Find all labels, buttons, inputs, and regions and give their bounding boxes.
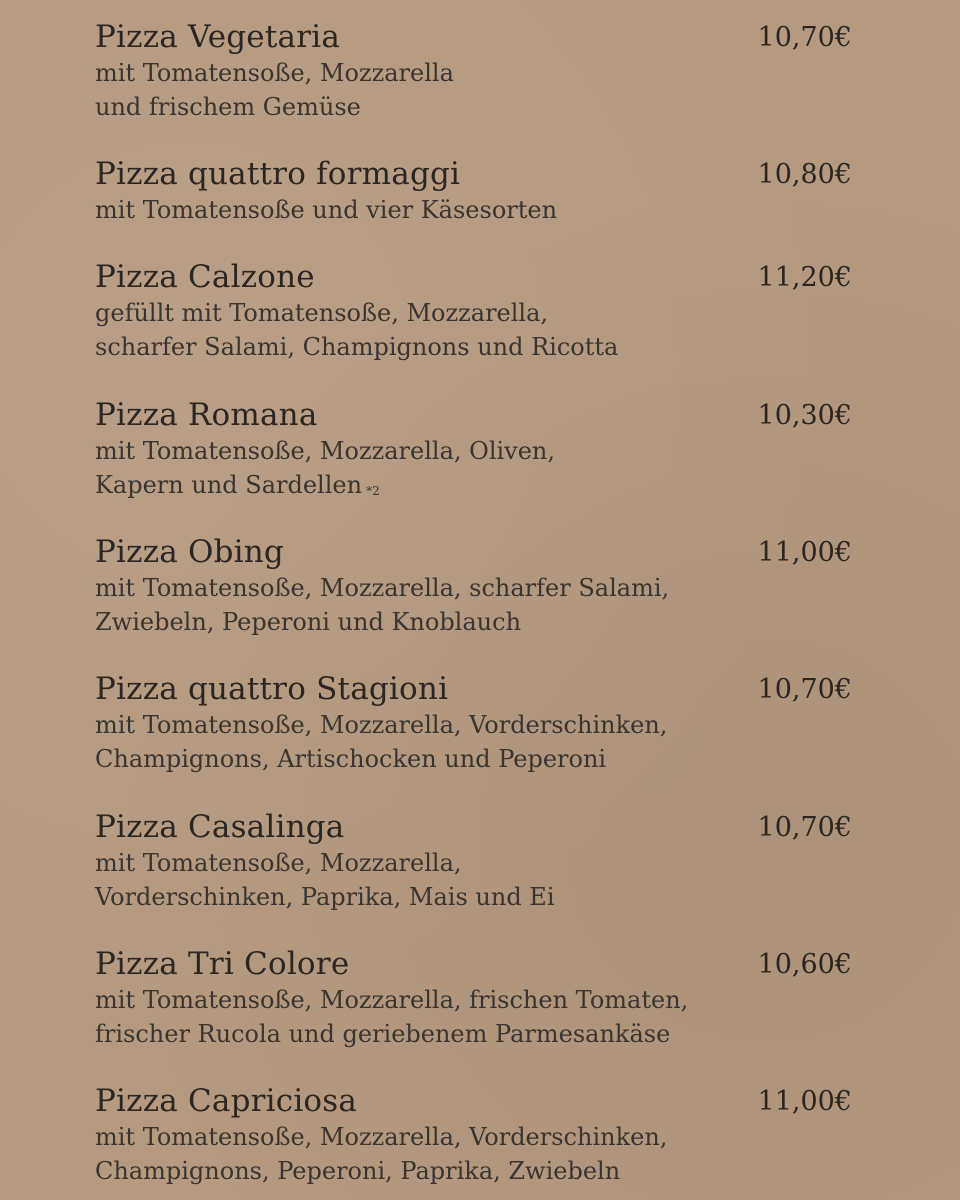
description-line: mit Tomatensoße, Mozzarella, Vorderschinken,: [95, 711, 668, 739]
description-line: mit Tomatensoße, Mozzarella, scharfer Salami,: [95, 574, 670, 602]
item-price: 11,00€: [757, 537, 852, 568]
menu-item: [0, 515, 960, 635]
description-line: mit Tomatensoße, Mozzarella, frischen Tomaten,: [95, 986, 689, 1014]
description-line: mit Tomatensoße, Mozzarella: [95, 59, 454, 87]
item-description: [95, 434, 815, 502]
item-price: 10,70€: [757, 22, 852, 53]
description-line-text: Kapern und Sardellen: [95, 471, 363, 499]
item-name: Pizza quattro Stagioni: [95, 671, 449, 707]
item-description: [95, 296, 815, 364]
item-name: Pizza Capriciosa: [95, 1083, 358, 1119]
item-description: [95, 56, 815, 124]
item-description: [95, 983, 815, 1051]
item-name: Pizza Romana: [95, 397, 318, 433]
description-line: gefüllt mit Tomatensoße, Mozzarella,: [95, 299, 549, 327]
item-description: [95, 1120, 815, 1188]
item-price: 11,00€: [757, 1086, 852, 1117]
item-description: [95, 571, 815, 639]
description-line: mit Tomatensoße und vier Käsesorten: [95, 196, 558, 224]
description-line: Zwiebeln, Peperoni und Knoblauch: [95, 608, 522, 636]
item-name: Pizza quattro formaggi: [95, 156, 461, 192]
item-name: Pizza Casalinga: [95, 809, 345, 845]
item-price: 10,70€: [757, 674, 852, 705]
menu-item: [0, 378, 960, 498]
description-line: scharfer Salami, Champignons und Ricotta: [95, 333, 619, 361]
item-price: 10,60€: [757, 949, 852, 980]
item-name: Pizza Calzone: [95, 259, 315, 295]
item-description: [95, 193, 815, 227]
menu-item: [0, 1064, 960, 1184]
description-line: frischer Rucola und geriebenem Parmesankäse: [95, 1020, 671, 1048]
description-line: [95, 468, 815, 502]
item-description: [95, 708, 815, 776]
description-line: mit Tomatensoße, Mozzarella, Oliven,: [95, 437, 556, 465]
item-price: 10,30€: [757, 400, 852, 431]
description-line: und frischem Gemüse: [95, 93, 361, 121]
menu-item: [0, 240, 960, 360]
description-line: mit Tomatensoße, Mozzarella,: [95, 849, 462, 877]
menu-item: [0, 652, 960, 772]
item-name: Pizza Obing: [95, 534, 284, 570]
description-line: Vorderschinken, Paprika, Mais und Ei: [95, 883, 555, 911]
menu-item: [0, 137, 960, 257]
item-price: 10,80€: [757, 159, 852, 190]
description-line: Champignons, Peperoni, Paprika, Zwiebeln: [95, 1157, 621, 1185]
menu-item: [0, 927, 960, 1047]
item-price: 10,70€: [757, 812, 852, 843]
description-line: mit Tomatensoße, Mozzarella, Vorderschinken,: [95, 1123, 668, 1151]
menu-item: [0, 0, 960, 120]
item-name: Pizza Vegetaria: [95, 19, 341, 55]
footnote-marker: *2: [366, 484, 380, 498]
item-price: 11,20€: [757, 262, 852, 293]
item-name: Pizza Tri Colore: [95, 946, 350, 982]
description-line: Champignons, Artischocken und Peperoni: [95, 745, 607, 773]
item-description: [95, 846, 815, 914]
menu-item: [0, 790, 960, 910]
